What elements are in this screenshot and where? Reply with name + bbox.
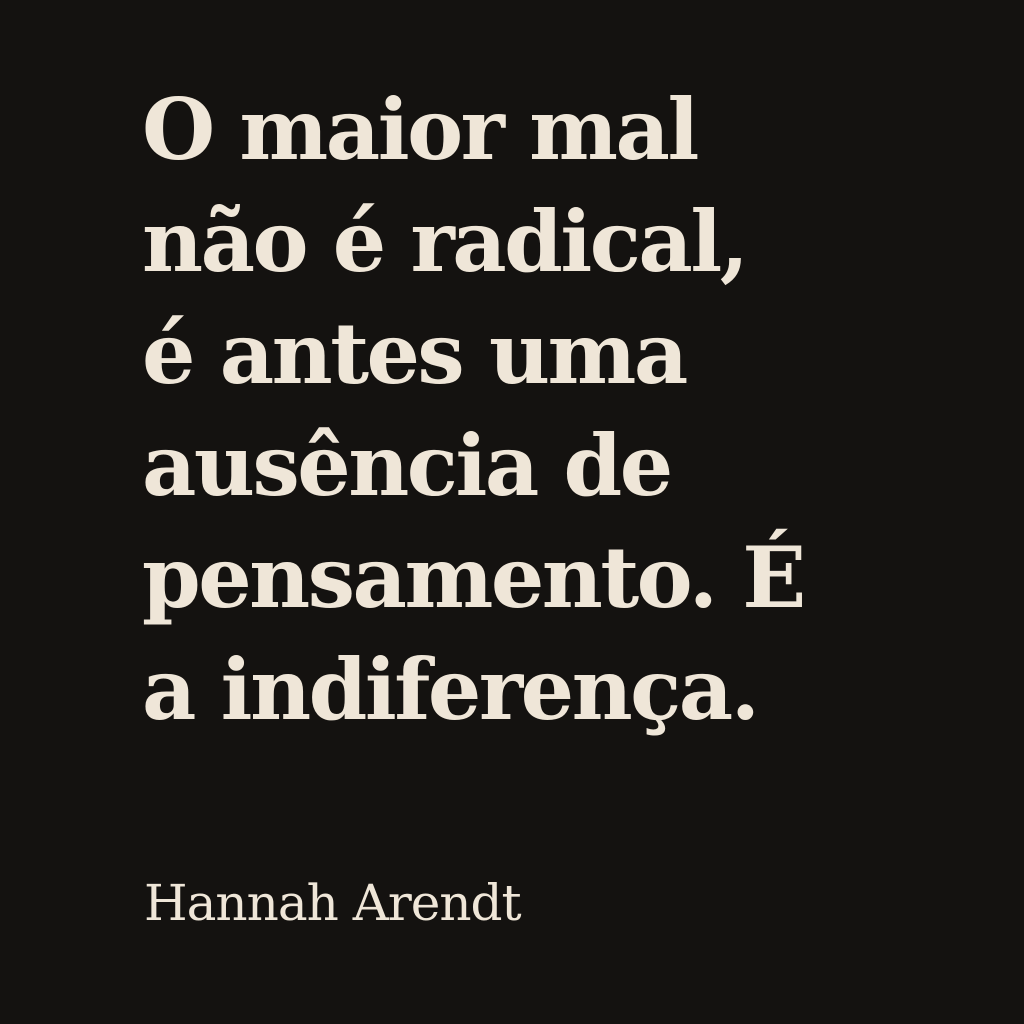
- quote-line: não é radical,: [142, 192, 747, 291]
- quote-line: a indiferença.: [142, 640, 758, 739]
- quote-line: ausência de: [142, 416, 671, 515]
- quote-line: pensamento. É: [142, 528, 804, 627]
- quote-line: O maior mal: [142, 80, 697, 179]
- quote-text: [142, 74, 804, 746]
- quote-author: Hannah Arendt: [144, 874, 521, 932]
- quote-line: é antes uma: [142, 304, 686, 403]
